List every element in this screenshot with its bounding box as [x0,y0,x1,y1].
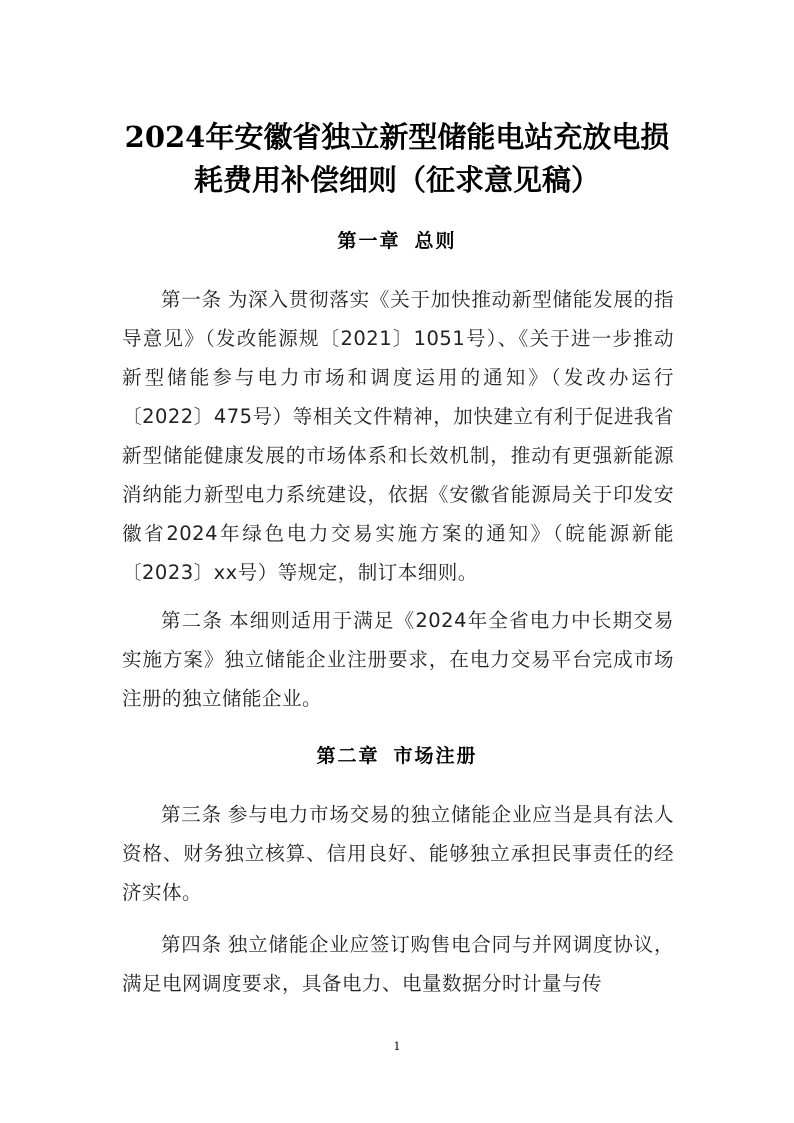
chapter-name: 市场注册 [393,745,478,767]
article-4 [122,925,674,1003]
page-number: 1 [393,1040,401,1053]
article-label: 第二条 [161,609,224,632]
article-label: 第一条 [161,288,222,311]
document-title [100,116,694,202]
article-2 [122,601,674,718]
article-text: 参与电力市场交易的独立储能企业应当是具有法人资格、财务独立核算、信用良好、能够独立承担民事责任的经济实体。 [122,803,674,904]
chapter-heading-1 [100,226,694,253]
article-label: 第四条 [161,933,222,956]
article-3 [122,795,674,912]
chapter-name: 总则 [414,230,457,252]
title-line-1: 2024年安徽省独立新型储能电站充放电损 [124,120,670,154]
title-line-2: 耗费用补偿细则（征求意见稿） [193,163,600,197]
chapter-number: 第一章 [337,230,401,252]
article-1 [122,280,674,592]
chapter-number: 第二章 [316,745,380,767]
article-text: 独立储能企业应签订购售电合同与并网调度协议，满足电网调度要求，具备电力、电量数据分时计量与传 [122,933,674,995]
article-text: 本细则适用于满足《2024年全省电力中长期交易实施方案》独立储能企业注册要求，在电力交易平台完成市场注册的独立储能企业。 [122,609,674,710]
article-label: 第三条 [161,803,222,826]
chapter-heading-2 [100,741,694,768]
article-text: 为深入贯彻落实《关于加快推动新型储能发展的指导意见》（发改能源规〔2021〕1051号）、《关于进一步推动新型储能参与电力市场和调度运用的通知》（发改办运行〔2022〕475号）等相关文件精神，加快建立有利于促进我省新型储能健康发展的市场体系和长效机制，推动有更强新能源消纳能力新型电力系统建设，依据《安徽省能源局关于印发安徽省2024年绿色电力交易实施方案的通知》（皖能源新能〔2023〕xx号）等规定，制订本细则。 [122,288,674,584]
